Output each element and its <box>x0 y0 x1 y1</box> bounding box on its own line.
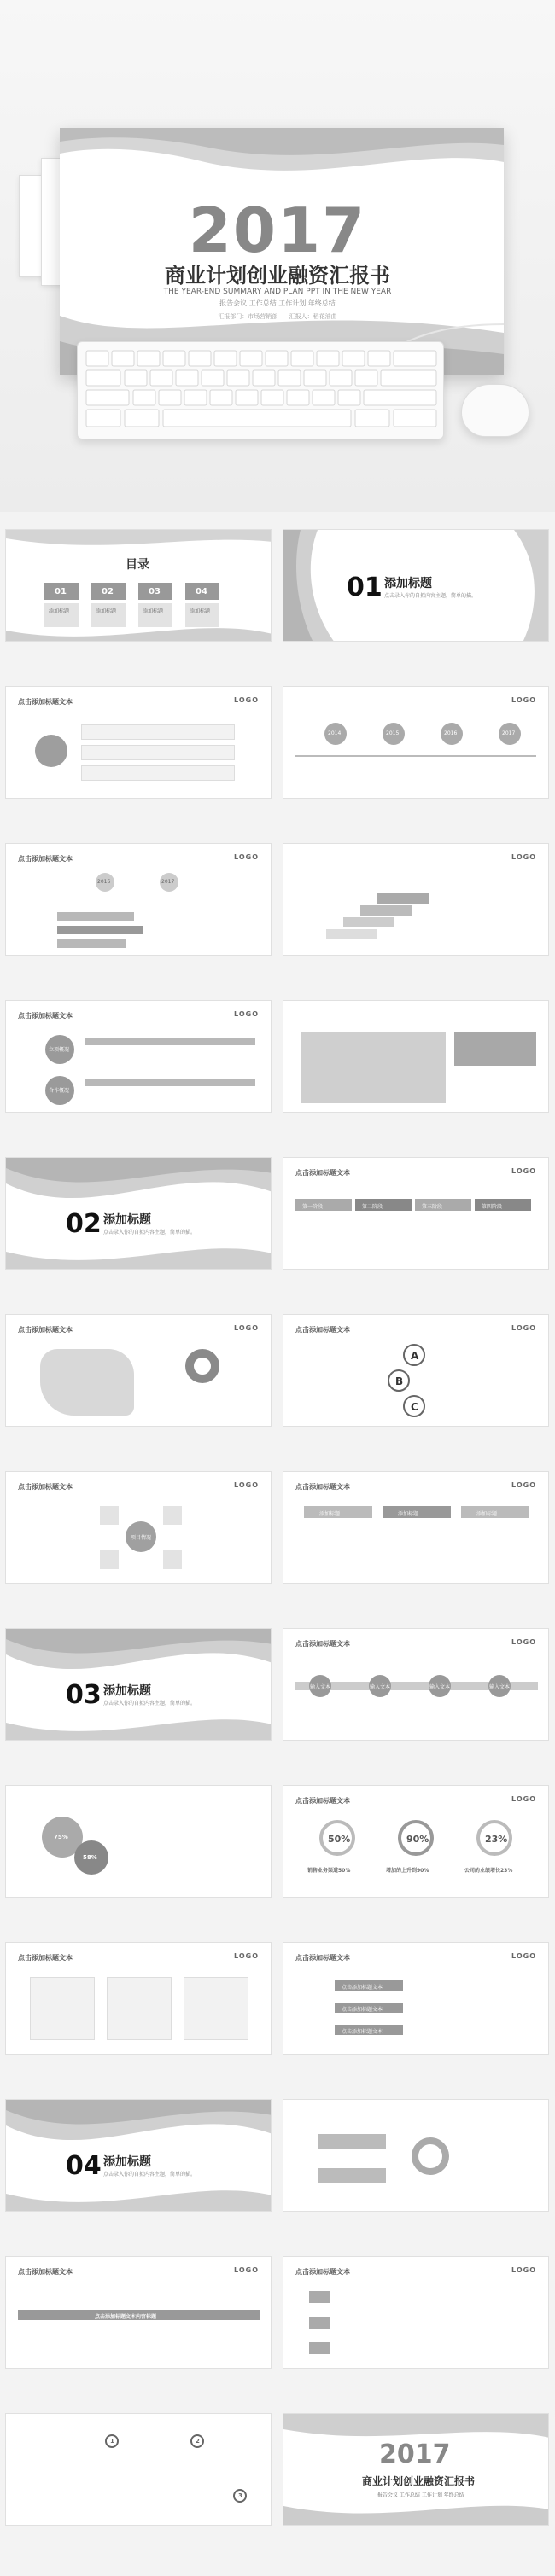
toc-item-2-num-box <box>91 583 126 600</box>
overview-bar <box>85 1038 255 1045</box>
percent-value: 23% <box>485 1834 508 1845</box>
tab-label: 添加标题 <box>398 1511 419 1517</box>
slide-numbered-steps <box>5 2413 272 2526</box>
section-subtitle: 点击录入你的自拟内容主题，简单的描。 <box>103 1230 196 1236</box>
flow-node <box>309 1675 331 1697</box>
slide-closing <box>283 2413 549 2526</box>
market-bar <box>335 2025 403 2035</box>
slide-timeline-years <box>283 686 549 799</box>
step-number: 2 <box>196 2438 200 2445</box>
slide-heading: 点击添加标题文本 <box>18 1483 73 1491</box>
section-subtitle: 点击录入你的自拟内容主题，简单的描。 <box>103 2172 196 2178</box>
slide-section-02 <box>5 1157 272 1270</box>
toc-item-2-label: 添加标题 <box>96 608 117 614</box>
cover-subtitle: THE YEAR-END SUMMARY AND PLAN PPT IN THE NEW YEAR <box>163 288 392 296</box>
hex-cell <box>100 1550 119 1569</box>
stage-label: 第二阶段 <box>362 1204 383 1210</box>
abc-label: B <box>395 1375 404 1387</box>
hex-cell <box>100 1506 119 1525</box>
tab-label: 添加标题 <box>319 1511 341 1517</box>
tab-box <box>383 1506 451 1518</box>
list-chevron <box>309 2317 330 2329</box>
year-circle <box>499 723 521 745</box>
percent-caption: 增加的上升到90% <box>386 1868 429 1874</box>
china-map-icon <box>40 1349 134 1416</box>
slide-stage-arrows <box>283 1157 549 1270</box>
logo-text: LOGO <box>511 1167 536 1175</box>
hex-cell <box>163 1506 182 1525</box>
cover-meta <box>0 312 555 321</box>
toc-item-1-num: 01 <box>55 587 67 596</box>
cover-person: 汇报人：稻花油曲 <box>289 313 337 320</box>
percent-caption: 公司的业绩增长23% <box>464 1868 513 1874</box>
step-number-circle <box>190 2434 204 2448</box>
flow-node-label: 输入文本 <box>370 1684 391 1690</box>
percent-caption: 销售业务渠道50% <box>307 1868 351 1874</box>
toc-title: 目录 <box>126 558 149 572</box>
slide-heading: 点击添加标题文本 <box>18 1012 73 1020</box>
slide-three-tabs <box>283 1471 549 1584</box>
logo-text: LOGO <box>511 853 536 861</box>
flow-node <box>488 1675 511 1697</box>
overview-bar <box>85 1079 255 1086</box>
section-subtitle: 点击录入你的自拟内容主题，简单的描。 <box>384 593 477 599</box>
closing-title: 商业计划创业融资汇报书 <box>362 2475 476 2487</box>
slide-abc <box>283 1314 549 1427</box>
slide-heading: 点击添加标题文本 <box>18 1326 73 1334</box>
hex-center <box>126 1521 156 1552</box>
logo-text: LOGO <box>234 2266 259 2274</box>
content-banner-label: 点击添加标题文本内容标题 <box>95 2314 157 2320</box>
curve-box <box>318 2168 386 2183</box>
step-number: 3 <box>238 2492 242 2499</box>
percent-value: 90% <box>406 1834 429 1845</box>
slide-percent-rings <box>283 1785 549 1898</box>
year-circle <box>383 723 405 745</box>
market-bar <box>335 2003 403 2013</box>
percent-ring <box>398 1820 434 1856</box>
stage-label: 第一阶段 <box>302 1204 324 1210</box>
hex-cell <box>163 1550 182 1569</box>
logo-text: LOGO <box>511 1795 536 1803</box>
year-label: 2017 <box>161 879 175 885</box>
logo-text: LOGO <box>511 1481 536 1489</box>
slide-section-03 <box>5 1628 272 1741</box>
year-circle <box>160 873 178 892</box>
section-title: 添加标题 <box>103 1213 151 1227</box>
curve-ring <box>412 2137 449 2175</box>
list-row <box>81 765 235 781</box>
year-circle <box>324 723 347 745</box>
logo-text: LOGO <box>511 2266 536 2274</box>
flow-node <box>369 1675 391 1697</box>
toc-item-4-num-box <box>185 583 219 600</box>
flow-node <box>429 1675 451 1697</box>
logo-text: LOGO <box>234 1324 259 1332</box>
meeting-photo <box>301 1032 446 1103</box>
slide-heading: 点击添加标题文本 <box>295 1797 350 1805</box>
slide-heading: 点击添加标题文本 <box>18 698 73 706</box>
overview-label: 合作概况 <box>49 1088 70 1094</box>
toc-item-3-label-box <box>138 603 172 627</box>
slide-toc <box>5 529 272 642</box>
toc-item-2-num: 02 <box>102 587 114 596</box>
stair-step <box>343 917 394 927</box>
stair-step <box>377 893 429 904</box>
overview-circle <box>45 1035 74 1064</box>
stair-step <box>326 929 377 939</box>
slide-map <box>5 1314 272 1427</box>
section-title: 添加标题 <box>103 1684 151 1698</box>
slide-three-columns <box>5 1942 272 2055</box>
toc-item-1-label: 添加标题 <box>49 608 70 614</box>
toc-item-4-label: 添加标题 <box>190 608 211 614</box>
slide-icon-grid <box>5 2256 272 2369</box>
percent-value: 50% <box>328 1834 351 1845</box>
slide-photo <box>283 1000 549 1113</box>
cover-year: 2017 <box>188 195 367 266</box>
tab-box <box>304 1506 372 1518</box>
toc-item-2-label-box <box>91 603 126 627</box>
abc-circle <box>403 1395 425 1417</box>
slide-section-01 <box>283 529 549 642</box>
tab-box <box>461 1506 529 1518</box>
pie-label: 58% <box>83 1854 97 1861</box>
closing-tags: 报告会议 工作总结 工作计划 年终总结 <box>377 2492 464 2498</box>
keyboard-image <box>77 341 444 439</box>
logo-text: LOGO <box>511 696 536 704</box>
arrow-bar <box>57 939 126 948</box>
slide-pie-percent <box>5 1785 272 1898</box>
abc-circle <box>403 1344 425 1366</box>
stage-arrow <box>295 1199 352 1211</box>
market-bar-label: 点击添加标题文本 <box>342 2029 383 2035</box>
year-label: 2016 <box>444 730 458 736</box>
year-label: 2017 <box>502 730 516 736</box>
step-number: 1 <box>110 2438 114 2445</box>
list-chevron <box>309 2342 330 2354</box>
slide-heading: 点击添加标题文本 <box>295 1169 350 1177</box>
toc-item-3-num-box <box>138 583 172 600</box>
pie-shape <box>74 1840 108 1875</box>
overview-label: 立项概况 <box>49 1047 70 1053</box>
section-number: 01 <box>347 573 383 602</box>
pie-label: 75% <box>54 1834 68 1840</box>
cover-title: 商业计划创业融资汇报书 <box>165 264 390 288</box>
column-card <box>184 1977 248 2040</box>
slide-process-flow <box>283 1628 549 1741</box>
curve-box <box>318 2134 386 2149</box>
logo-text: LOGO <box>511 1324 536 1332</box>
logo-text: LOGO <box>234 1010 259 1018</box>
section-title: 添加标题 <box>384 577 432 590</box>
abc-circle <box>388 1369 410 1392</box>
logo-text: LOGO <box>234 696 259 704</box>
column-card <box>107 1977 172 2040</box>
slide-heading: 点击添加标题文本 <box>18 1954 73 1962</box>
flow-node-label: 输入文本 <box>429 1684 451 1690</box>
column-card <box>30 1977 95 2040</box>
percent-ring <box>476 1820 512 1856</box>
year-label: 2014 <box>328 730 342 736</box>
logo-text: LOGO <box>234 853 259 861</box>
slide-heading: 点击添加标题文本 <box>18 2268 73 2276</box>
logo-text: LOGO <box>511 1638 536 1646</box>
section-number: 03 <box>66 1680 102 1710</box>
toc-item-4-label-box <box>185 603 219 627</box>
slide-heading: 点击添加标题文本 <box>295 2268 350 2276</box>
toc-item-3-label: 添加标题 <box>143 608 164 614</box>
stage-label: 第四阶段 <box>482 1204 503 1210</box>
slide-heading: 点击添加标题文本 <box>295 1326 350 1334</box>
market-bar <box>335 1980 403 1991</box>
donut-chart <box>185 1349 219 1383</box>
cover-hero <box>0 0 555 512</box>
year-circle <box>441 723 463 745</box>
section-subtitle: 点击录入你的自拟内容主题，简单的描。 <box>103 1701 196 1707</box>
logo-text: LOGO <box>234 1481 259 1489</box>
closing-year: 2017 <box>379 2439 451 2469</box>
year-label: 2016 <box>97 879 111 885</box>
stage-arrow <box>475 1199 531 1211</box>
slide-market-bars <box>283 1942 549 2055</box>
list-row <box>81 745 235 760</box>
flow-node-label: 输入文本 <box>489 1684 511 1690</box>
stage-arrow <box>415 1199 471 1211</box>
arrow-bar <box>57 926 143 934</box>
mouse-image <box>461 384 529 437</box>
slide-curve-arrows <box>283 2099 549 2212</box>
toc-item-3-num: 03 <box>149 587 161 596</box>
logo-text: LOGO <box>511 1952 536 1960</box>
flow-node-label: 输入文本 <box>310 1684 331 1690</box>
tab-label: 添加标题 <box>476 1511 498 1517</box>
cover-reporter: 汇报部门：市场营销部 <box>218 313 278 320</box>
market-bar-label: 点击添加标题文本 <box>342 2007 383 2013</box>
timeline-line <box>295 755 536 757</box>
section-title: 添加标题 <box>103 2155 151 2169</box>
slide-heading: 点击添加标题文本 <box>295 1483 350 1491</box>
content-banner <box>18 2310 260 2320</box>
year-label: 2015 <box>386 730 400 736</box>
section-number: 04 <box>66 2151 102 2181</box>
step-number-circle <box>105 2434 119 2448</box>
stage-label: 第三阶段 <box>422 1204 443 1210</box>
stair-step <box>360 905 412 916</box>
slide-heading: 点击添加标题文本 <box>295 1640 350 1648</box>
market-bar-label: 点击添加标题文本 <box>342 1985 383 1991</box>
toc-item-4-num: 04 <box>196 587 207 596</box>
slide-heading: 点击添加标题文本 <box>295 1954 350 1962</box>
photo-caption-box <box>454 1032 536 1066</box>
logo-text: LOGO <box>234 1952 259 1960</box>
section-number: 02 <box>66 1209 102 1239</box>
slide-bracket-list <box>5 686 272 799</box>
slide-arrows <box>5 843 272 956</box>
slide-hexagon <box>5 1471 272 1584</box>
slide-heading: 点击添加标题文本 <box>18 855 73 863</box>
abc-label: C <box>411 1401 418 1413</box>
list-chevron <box>309 2291 330 2303</box>
slide-numbered-list <box>283 2256 549 2369</box>
toc-item-1-label-box <box>44 603 79 627</box>
hex-center-label: 项目情况 <box>131 1535 152 1541</box>
slide-staircase <box>283 843 549 956</box>
arrow-bar <box>57 912 134 921</box>
stage-arrow <box>355 1199 412 1211</box>
slide-project-overview <box>5 1000 272 1113</box>
step-number-circle <box>233 2489 247 2503</box>
abc-label: A <box>411 1350 419 1362</box>
cover-tags: 报告会议 工作总结 工作计划 年终总结 <box>219 299 336 307</box>
slide-section-04 <box>5 2099 272 2212</box>
percent-ring <box>319 1820 355 1856</box>
center-circle <box>35 735 67 767</box>
list-row <box>81 724 235 740</box>
overview-circle <box>45 1076 74 1105</box>
toc-item-1-num-box <box>44 583 79 600</box>
year-circle <box>96 873 114 892</box>
